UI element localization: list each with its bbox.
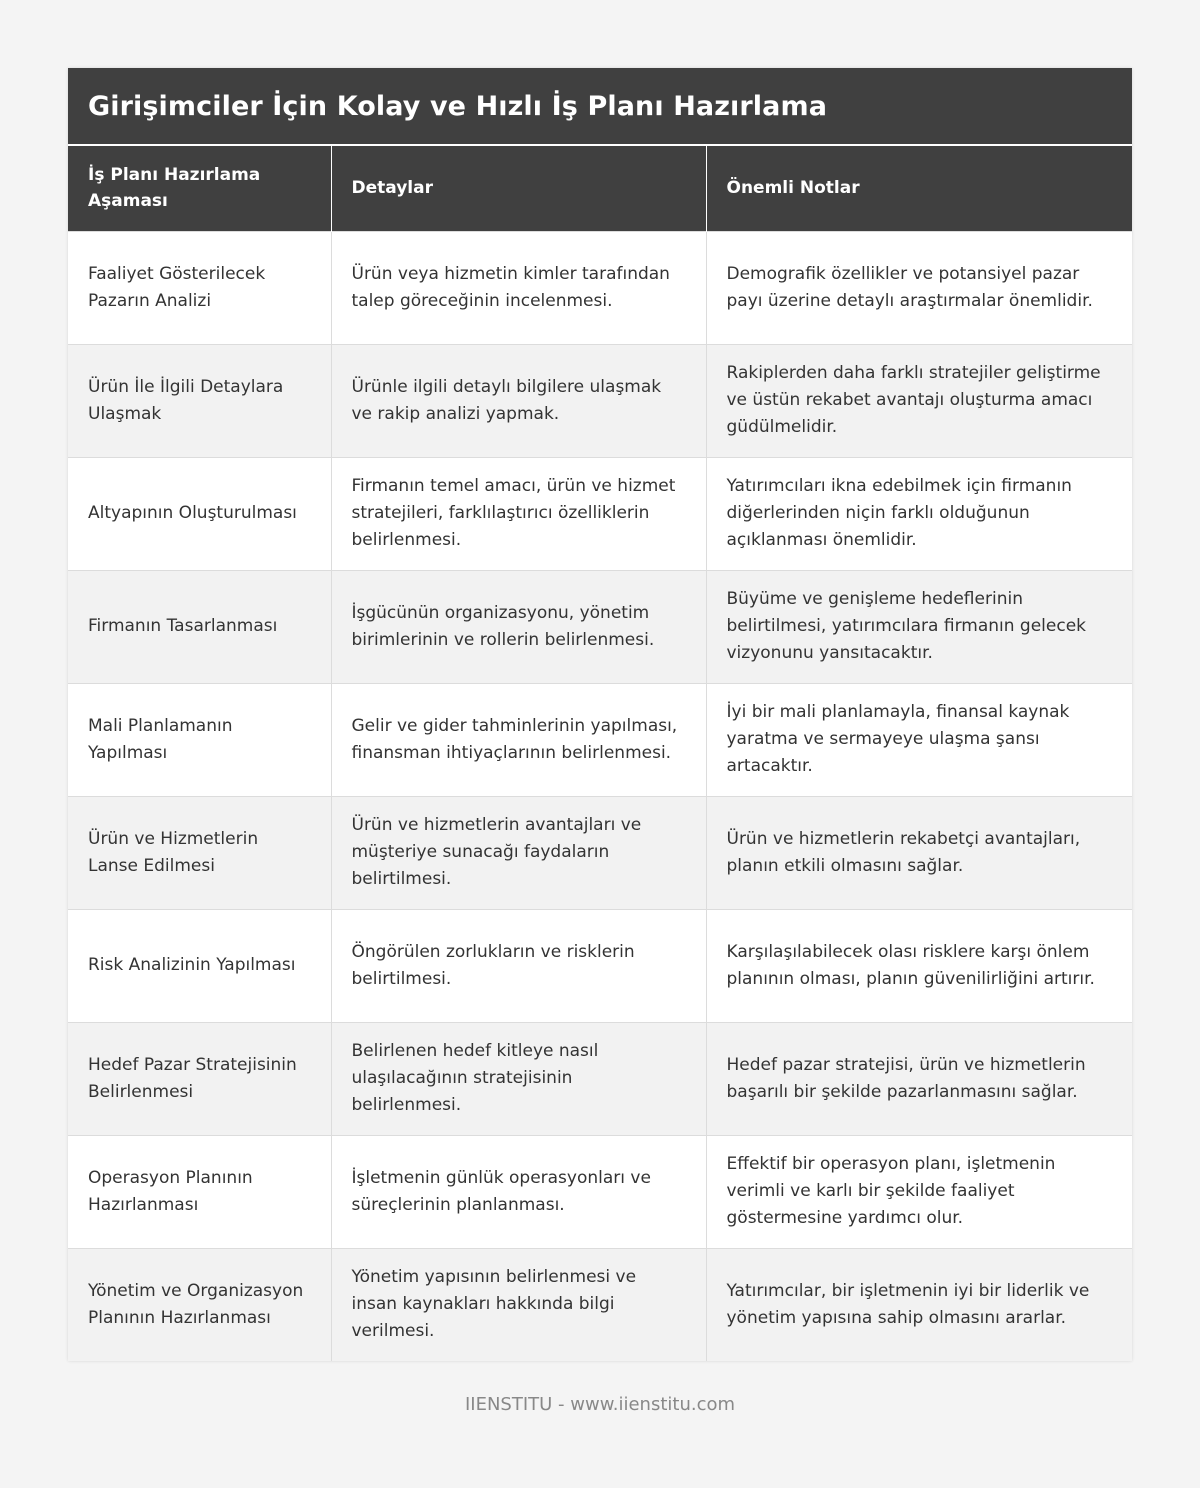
plan-table bbox=[68, 144, 1132, 1361]
cell-notes: Ürün ve hizmetlerin rekabetçi avantajları, planın etkili olmasını sağlar. bbox=[706, 796, 1132, 909]
cell-details: Ürün veya hizmetin kimler tarafından talep göreceğinin incelenmesi. bbox=[331, 231, 706, 344]
table-title: Girişimciler İçin Kolay ve Hızlı İş Planı Hazırlama bbox=[68, 68, 1132, 144]
cell-details: Ürünle ilgili detaylı bilgilere ulaşmak ve rakip analizi yapmak. bbox=[331, 344, 706, 457]
table-row bbox=[68, 1248, 1132, 1361]
cell-details: Yönetim yapısının belirlenmesi ve insan kaynakları hakkında bilgi verilmesi. bbox=[331, 1248, 706, 1361]
cell-stage: Ürün İle İlgili Detaylara Ulaşmak bbox=[68, 344, 331, 457]
column-header-details: Detaylar bbox=[331, 145, 706, 231]
header-row bbox=[68, 145, 1132, 231]
cell-notes: Yatırımcıları ikna edebilmek için firmanın diğerlerinden niçin farklı olduğunun açıklanması önemlidir. bbox=[706, 457, 1132, 570]
table-row bbox=[68, 1022, 1132, 1135]
table-row bbox=[68, 683, 1132, 796]
table-row bbox=[68, 796, 1132, 909]
table-row bbox=[68, 344, 1132, 457]
cell-stage: Mali Planlamanın Yapılması bbox=[68, 683, 331, 796]
cell-notes: Büyüme ve genişleme hedeflerinin belirtilmesi, yatırımcılara firmanın gelecek vizyonunu yansıtacaktır. bbox=[706, 570, 1132, 683]
cell-stage: Hedef Pazar Stratejisinin Belirlenmesi bbox=[68, 1022, 331, 1135]
table-row bbox=[68, 1135, 1132, 1248]
cell-notes: Effektif bir operasyon planı, işletmenin verimli ve karlı bir şekilde faaliyet göstermesine yardımcı olur. bbox=[706, 1135, 1132, 1248]
table-row bbox=[68, 909, 1132, 1022]
cell-stage: Ürün ve Hizmetlerin Lanse Edilmesi bbox=[68, 796, 331, 909]
cell-stage: Altyapının Oluşturulması bbox=[68, 457, 331, 570]
table-row bbox=[68, 231, 1132, 344]
cell-details: İşletmenin günlük operasyonları ve süreçlerinin planlanması. bbox=[331, 1135, 706, 1248]
table-row bbox=[68, 457, 1132, 570]
cell-notes: İyi bir mali planlamayla, finansal kaynak yaratma ve sermayeye ulaşma şansı artacaktır. bbox=[706, 683, 1132, 796]
cell-details: Ürün ve hizmetlerin avantajları ve müşteriye sunacağı faydaların belirtilmesi. bbox=[331, 796, 706, 909]
cell-details: Belirlenen hedef kitleye nasıl ulaşılacağının stratejisinin belirlenmesi. bbox=[331, 1022, 706, 1135]
cell-stage: Operasyon Planının Hazırlanması bbox=[68, 1135, 331, 1248]
cell-stage: Risk Analizinin Yapılması bbox=[68, 909, 331, 1022]
cell-notes: Rakiplerden daha farklı stratejiler geliştirme ve üstün rekabet avantajı oluşturma amacı güdülmelidir. bbox=[706, 344, 1132, 457]
cell-details: Firmanın temel amacı, ürün ve hizmet stratejileri, farklılaştırıcı özelliklerin belirlenmesi. bbox=[331, 457, 706, 570]
plan-table-card bbox=[68, 68, 1132, 1361]
column-header-stage: İş Planı Hazırlama Aşaması bbox=[68, 145, 331, 231]
footer-credit: IIENSTITU - www.iienstitu.com bbox=[464, 1394, 736, 1415]
column-header-notes: Önemli Notlar bbox=[706, 145, 1132, 231]
cell-details: Gelir ve gider tahminlerinin yapılması, finansman ihtiyaçlarının belirlenmesi. bbox=[331, 683, 706, 796]
cell-notes: Karşılaşılabilecek olası risklere karşı önlem planının olması, planın güvenilirliğini artırır. bbox=[706, 909, 1132, 1022]
cell-stage: Firmanın Tasarlanması bbox=[68, 570, 331, 683]
cell-details: İşgücünün organizasyonu, yönetim birimlerinin ve rollerin belirlenmesi. bbox=[331, 570, 706, 683]
cell-notes: Yatırımcılar, bir işletmenin iyi bir liderlik ve yönetim yapısına sahip olmasını ararlar. bbox=[706, 1248, 1132, 1361]
cell-stage: Faaliyet Gösterilecek Pazarın Analizi bbox=[68, 231, 331, 344]
cell-notes: Demografik özellikler ve potansiyel pazar payı üzerine detaylı araştırmalar önemlidir. bbox=[706, 231, 1132, 344]
cell-stage: Yönetim ve Organizasyon Planının Hazırlanması bbox=[68, 1248, 331, 1361]
table-row bbox=[68, 570, 1132, 683]
cell-notes: Hedef pazar stratejisi, ürün ve hizmetlerin başarılı bir şekilde pazarlanmasını sağlar. bbox=[706, 1022, 1132, 1135]
cell-details: Öngörülen zorlukların ve risklerin belirtilmesi. bbox=[331, 909, 706, 1022]
